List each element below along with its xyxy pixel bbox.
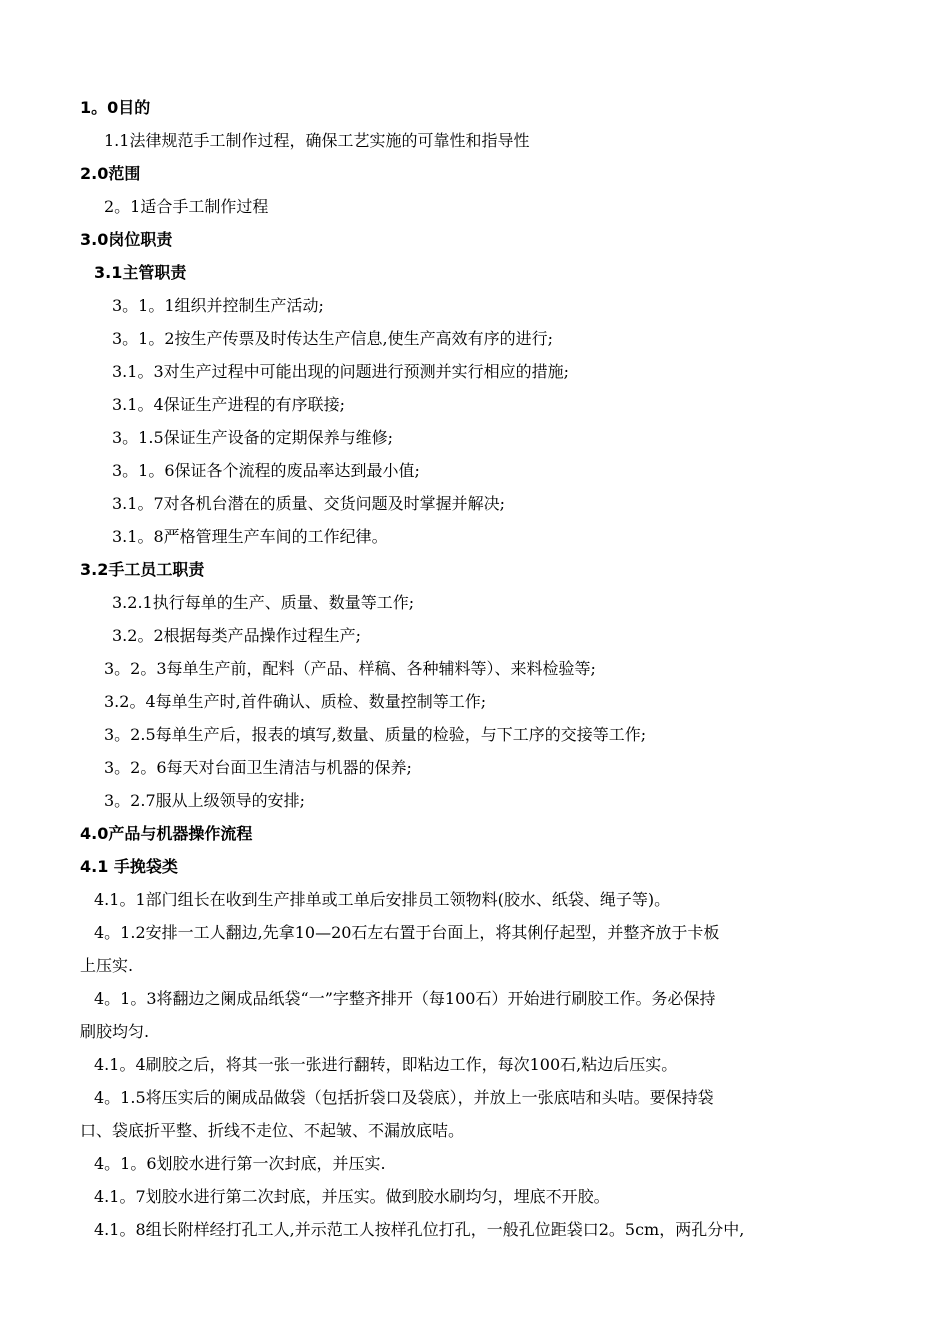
handbag-step-continued: 口、袋底折平整、折线不走位、不起皱、不漏放底咭。: [80, 1121, 465, 1140]
purpose-item: 1.1法律规范手工制作过程，确保工艺实施的可靠性和指导性: [104, 131, 530, 150]
handbag-step: 4.1。1部门组长在收到生产排单或工单后安排员工领物料(胶水、纸袋、绳子等)。: [94, 890, 671, 909]
handbag-step: 4.1。7划胶水进行第二次封底，并压实。做到胶水刷均匀，埋底不开胶。: [94, 1187, 610, 1206]
manual-staff-item: 3。2.5每单生产后，报表的填写,数量、质量的检验，与下工序的交接等工作;: [104, 725, 647, 744]
subsection-heading-manual-staff: 3.2手工员工职责: [80, 560, 205, 579]
supervisor-item: 3。1。6保证各个流程的废品率达到最小值;: [112, 461, 420, 480]
supervisor-item: 3。1。2按生产传票及时传达生产信息,使生产高效有序的进行;: [112, 329, 554, 348]
handbag-step: 4。1.5将压实后的阑成品做袋（包括折袋口及袋底），并放上一张底咭和头咭。要保持袋: [94, 1088, 714, 1107]
supervisor-item: 3。1。1组织并控制生产活动;: [112, 296, 324, 315]
handbag-step-continued: 上压实.: [80, 956, 134, 975]
scope-item: 2。1适合手工制作过程: [104, 197, 269, 216]
manual-staff-item: 3。2.7服从上级领导的安排;: [104, 791, 306, 810]
handbag-step: 4。1。3将翻边之阑成品纸袋“一”字整齐排开（每100石）开始进行刷胶工作。务必保持: [94, 989, 716, 1008]
section-heading-process: 4.0产品与机器操作流程: [80, 824, 253, 843]
manual-staff-item: 3。2。6每天对台面卫生清洁与机器的保养;: [104, 758, 412, 777]
supervisor-item: 3.1。8严格管理生产车间的工作纪律。: [112, 527, 388, 546]
section-heading-purpose: 1。0目的: [80, 98, 151, 117]
handbag-step: 4。1.2安排一工人翻边,先拿10—20石左右置于台面上，将其俐仔起型，并整齐放于卡板: [94, 923, 720, 942]
manual-staff-item: 3.2。4每单生产时,首件确认、质检、数量控制等工作;: [104, 692, 487, 711]
supervisor-item: 3.1。4保证生产进程的有序联接;: [112, 395, 346, 414]
handbag-step: 4。1。6划胶水进行第一次封底，并压实.: [94, 1154, 386, 1173]
subsection-heading-supervisor: 3.1主管职责: [94, 263, 187, 282]
supervisor-item: 3。1.5保证生产设备的定期保养与维修;: [112, 428, 394, 447]
supervisor-item: 3.1。3对生产过程中可能出现的问题进行预测并实行相应的措施;: [112, 362, 570, 381]
section-heading-scope: 2.0范围: [80, 164, 141, 183]
supervisor-item: 3.1。7对各机台潜在的质量、交货问题及时掌握并解决;: [112, 494, 506, 513]
manual-staff-item: 3.2.1执行每单的生产、质量、数量等工作;: [112, 593, 415, 612]
handbag-step-continued: 刷胶均匀.: [80, 1022, 150, 1041]
manual-staff-item: 3。2。3每单生产前，配料（产品、样稿、各种辅料等）、来料检验等;: [104, 659, 596, 678]
handbag-step: 4.1。4刷胶之后，将其一张一张进行翻转，即粘边工作，每次100石,粘边后压实。: [94, 1055, 678, 1074]
section-heading-responsibilities: 3.0岗位职责: [80, 230, 173, 249]
subsection-heading-handbags: 4.1 手挽袋类: [80, 857, 178, 876]
handbag-step: 4.1。8组长附样经打孔工人,并示范工人按样孔位打孔，一般孔位距袋口2。5cm，两孔分中,: [94, 1220, 745, 1239]
manual-staff-item: 3.2。2根据每类产品操作过程生产;: [112, 626, 362, 645]
